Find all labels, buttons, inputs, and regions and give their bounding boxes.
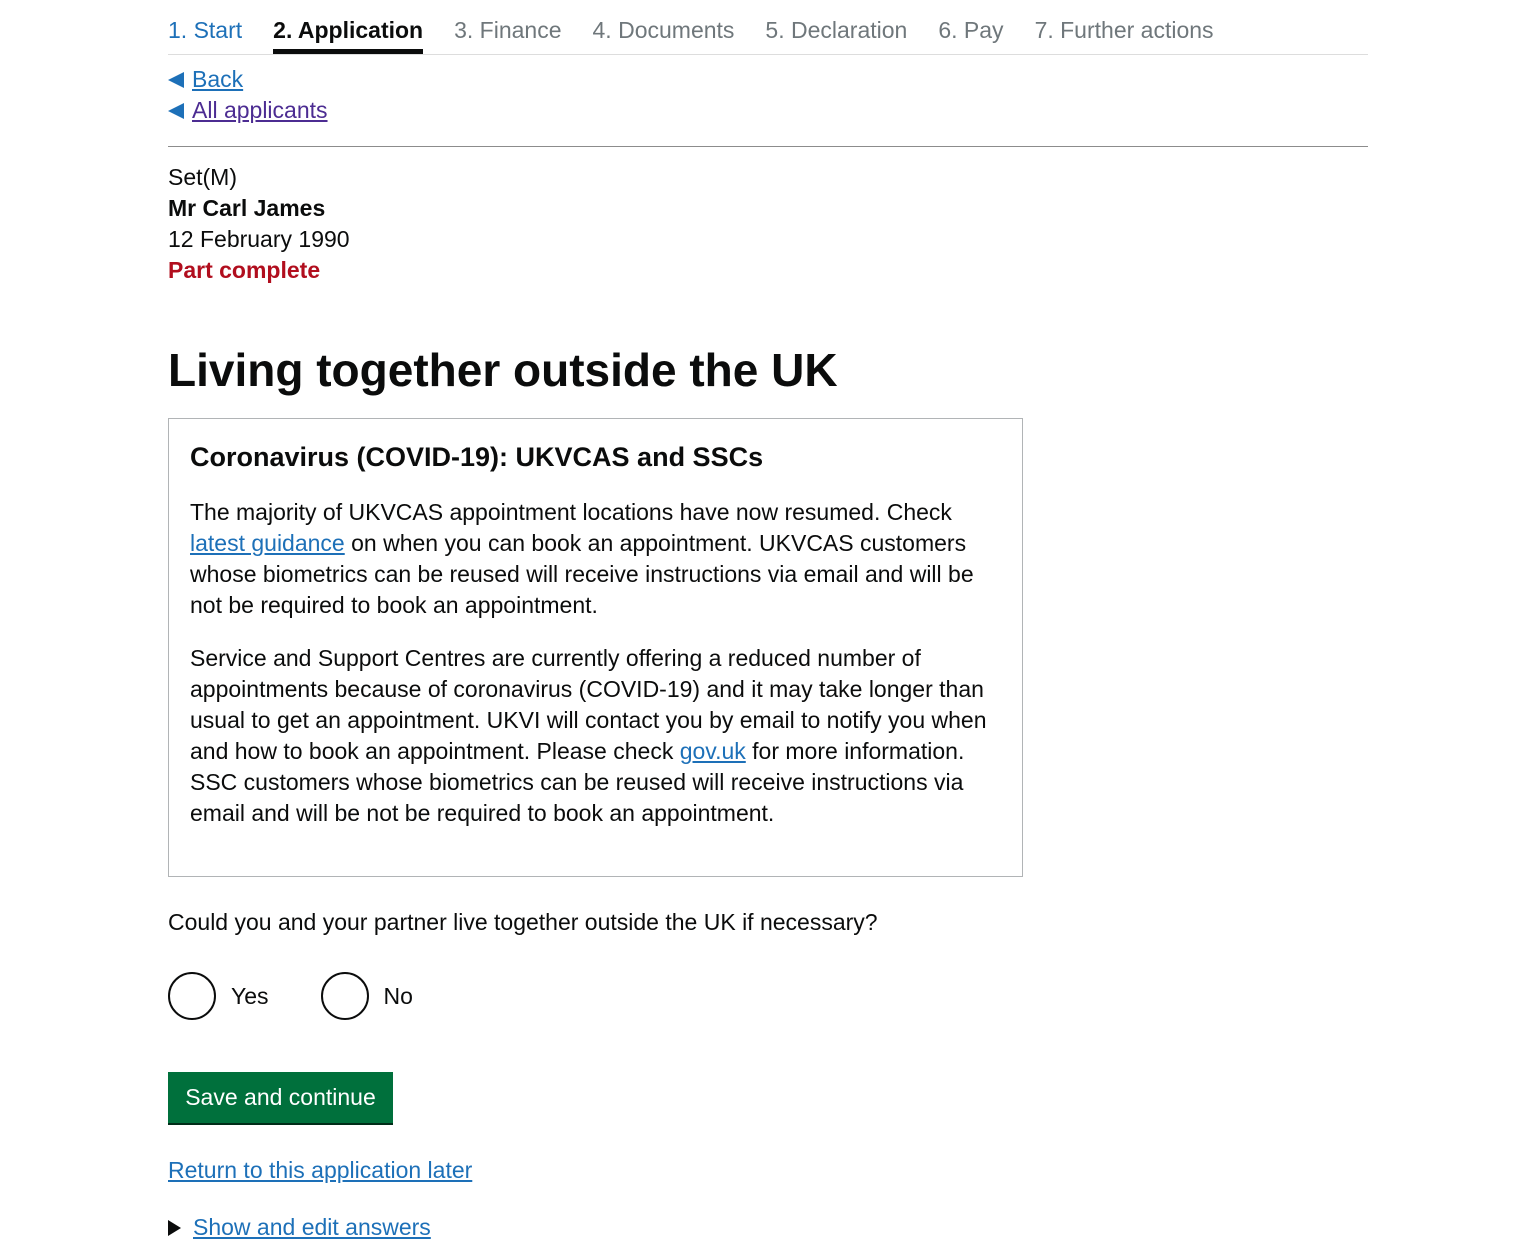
step-finance: 3. Finance xyxy=(454,17,562,43)
show-answers-label[interactable]: Show and edit answers xyxy=(193,1214,431,1240)
page-container xyxy=(168,0,1368,1240)
applicant-summary xyxy=(168,162,350,286)
step-further-actions: 7. Further actions xyxy=(1034,17,1214,43)
notice-p1-text-end: on when you can book an appointment. UKVCAS customers whose biometrics can be reused will receive instructions via email and will be not be required to book an appointment. xyxy=(190,530,974,618)
all-applicants-label: All applicants xyxy=(192,97,328,123)
arrow-left-icon xyxy=(168,72,184,88)
back-links xyxy=(168,64,328,126)
step-pay: 6. Pay xyxy=(938,17,1004,43)
section-divider xyxy=(168,146,1368,147)
triangle-right-icon xyxy=(168,1220,181,1236)
covid-notice xyxy=(168,418,1023,877)
applicant-set: Set(M) xyxy=(168,164,237,190)
all-applicants-link[interactable] xyxy=(168,95,328,126)
return-later-link[interactable]: Return to this application later xyxy=(168,1157,473,1183)
radio-yes-label[interactable]: Yes xyxy=(231,982,269,1009)
step-documents: 4. Documents xyxy=(592,17,735,43)
notice-paragraph-2 xyxy=(190,643,1001,829)
progress-nav xyxy=(168,0,1368,55)
radio-yes[interactable] xyxy=(168,972,269,1020)
step-start[interactable]: 1. Start xyxy=(168,17,243,43)
applicant-dob: 12 February 1990 xyxy=(168,226,350,252)
notice-p1-text: The majority of UKVCAS appointment locations have now resumed. Check xyxy=(190,499,952,525)
notice-p2-text-end: for more information. SSC customers whose biometrics can be reused will receive instructions via email and will be not be required to book an appointment. xyxy=(190,738,965,826)
progress-steps xyxy=(168,15,1245,45)
radio-no-label[interactable]: No xyxy=(383,982,413,1009)
answer-radios xyxy=(168,972,465,1020)
step-declaration: 5. Declaration xyxy=(765,17,908,43)
latest-guidance-link[interactable]: latest guidance xyxy=(190,530,345,556)
arrow-left-icon xyxy=(168,103,184,119)
radio-no-input[interactable] xyxy=(321,972,369,1020)
applicant-name: Mr Carl James xyxy=(168,195,326,221)
step-application: 2. Application xyxy=(273,17,424,43)
notice-paragraph-1 xyxy=(190,497,1001,621)
notice-p2-text: Service and Support Centres are currently offering a reduced number of appointments because of coronavirus (COVID-19) and it may take longer than usual to get an appointment. UKVI will contact you by email to notify you when and how to book an appointment. Please check xyxy=(190,645,987,764)
status-badge: Part complete xyxy=(168,257,321,283)
gov-uk-link[interactable]: gov.uk xyxy=(679,738,746,764)
radio-no[interactable] xyxy=(321,972,413,1020)
back-link-label: Back xyxy=(192,66,244,92)
back-link[interactable] xyxy=(168,64,328,95)
show-answers-toggle[interactable] xyxy=(168,1212,431,1243)
radio-yes-input[interactable] xyxy=(168,972,216,1020)
save-and-continue-button[interactable]: Save and continue xyxy=(168,1072,393,1123)
question-label: Could you and your partner live together outside the UK if necessary? xyxy=(168,909,878,935)
page-title: Living together outside the UK xyxy=(168,344,838,396)
notice-heading: Coronavirus (COVID-19): UKVCAS and SSCs xyxy=(190,442,764,472)
